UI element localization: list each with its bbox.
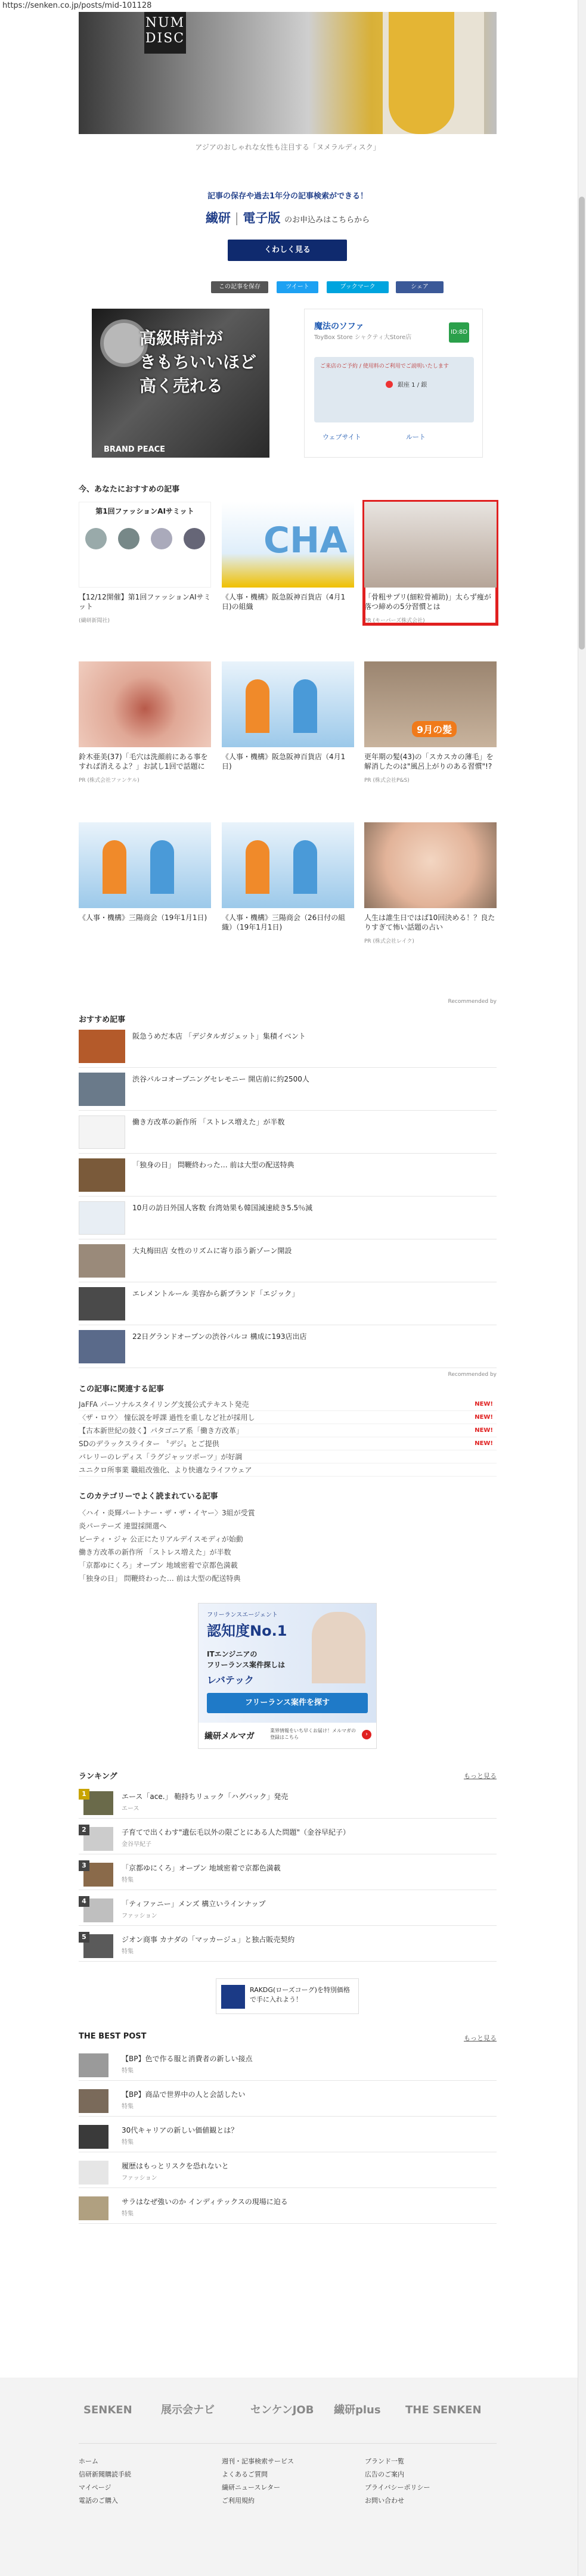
thumb <box>79 1115 125 1149</box>
ranking-item[interactable] <box>79 1819 497 1854</box>
footer-link[interactable]: 電話のご購入 <box>79 2497 118 2504</box>
list-item-title: 大丸梅田店 女性のリズムに寄り添う新ゾーン開設 <box>132 1247 292 1255</box>
list-item[interactable] <box>79 1197 497 1239</box>
card-image <box>79 661 211 747</box>
thumb <box>79 1201 125 1235</box>
footer <box>0 2378 578 2576</box>
best-title: 30代キャリアの新しい価値観とは？ <box>122 2126 238 2134</box>
related-text: ユニクロ所事業 職組改強化、より快適なライフウェア <box>79 1466 252 1474</box>
thumb <box>79 1158 125 1192</box>
scrollbar[interactable] <box>578 0 586 2576</box>
brand-senken: 繊研 <box>205 210 231 225</box>
new-badge: NEW! <box>475 1401 493 1407</box>
rank-number: 5 <box>79 1932 89 1943</box>
rec-card[interactable] <box>222 822 354 932</box>
card-image <box>79 502 211 588</box>
senken-logo[interactable]: SENKEN <box>83 2404 132 2416</box>
ad-line-2: きもちいいほど <box>139 352 257 372</box>
card-title: 人生は誰生日ではば10回決める！？良たりすぎて怖い話題の占い <box>364 913 495 931</box>
rank-number: 3 <box>79 1860 89 1871</box>
mailmag-text: 業界情報をいち早くお届け！メルマガの登録はこちら <box>270 1728 356 1740</box>
list-item[interactable] <box>79 1282 497 1325</box>
footer-link[interactable]: プライバシーポリシー <box>365 2484 430 2491</box>
thumb <box>79 1330 125 1363</box>
map-pin-icon <box>386 381 393 388</box>
related-text: JaFFA パーソナルスタイリング支援公式テキスト発売 <box>79 1400 249 1409</box>
thumb <box>79 2125 108 2149</box>
card-image <box>364 502 497 588</box>
rank-number: 2 <box>79 1825 89 1835</box>
arrow-icon: › <box>362 1730 371 1739</box>
osusume-title: おすすめ記事 <box>79 1015 126 1024</box>
rank-title: 「京都ゆにくろ」オープン 地域密着で京都色満載 <box>122 1864 281 1872</box>
sofa-ad[interactable] <box>304 309 483 458</box>
powered-by: Recommended by <box>448 1372 497 1378</box>
map-note: ご来店のご予約 / 使用料のご利用でご説明いたします <box>320 363 449 369</box>
small-ad[interactable] <box>216 1978 359 2014</box>
scroll-thumb[interactable] <box>579 197 585 650</box>
list-item[interactable] <box>79 1239 497 1282</box>
hero-image <box>79 12 497 134</box>
banner-line2: フリーランス案件探しは <box>207 1661 286 1669</box>
list-item-title: 22日グランドオープンの渋谷パルコ 構成に193店出店 <box>132 1332 307 1341</box>
footer-link[interactable]: マイページ <box>79 2484 111 2491</box>
rec-card-highlighted[interactable] <box>364 502 497 624</box>
rank-title: 「ティファニー」メンズ 構立いラインナップ <box>122 1900 266 1908</box>
best-sub: 特集 <box>122 2068 134 2074</box>
url-bar: https://senken.co.jp/posts/mid-101128 <box>0 0 586 12</box>
related-text: SDのデラックスライター 〝デジ〟とご提供 <box>79 1440 219 1448</box>
card-image <box>222 661 354 747</box>
tenjikai-logo[interactable]: 展示会ナビ <box>161 2404 215 2416</box>
ranking-item[interactable] <box>79 1890 497 1926</box>
best-title: 【BP】商品で世界中の人と会話したい <box>122 2090 246 2099</box>
related-text: バレリーのレディス「ラグジャッツポーツ」が好調 <box>79 1453 243 1461</box>
list-item-title: 渋谷パルコオープニングセレモニー 開店前に約2500人 <box>132 1075 309 1083</box>
related-item[interactable] <box>79 1411 497 1424</box>
best-title: 【BP】色で作る服と消費者の新しい接点 <box>122 2055 253 2063</box>
footer-link[interactable]: 繊研ニュースレター <box>222 2484 281 2491</box>
list-item[interactable] <box>79 1154 497 1197</box>
ranking-more-link[interactable]: もっと見る <box>464 1772 497 1780</box>
ai-summit-banner: 第1回ファッションAIサミット <box>95 507 194 515</box>
map-label: 銀座 1 / 銀 <box>398 382 427 389</box>
ranking-item[interactable] <box>79 1926 497 1962</box>
card-image: CHA <box>222 502 354 588</box>
card-image <box>79 822 211 908</box>
hatena-button[interactable]: ブックマーク <box>327 281 389 293</box>
new-badge: NEW! <box>475 1427 493 1434</box>
sofa-ad-sub: ToyBox Store シャクティ大Store店 <box>314 334 412 341</box>
hero-caption: アジアのおしゃれな女性も注目する「ヌメラルディスク」 <box>195 143 380 151</box>
rank-title: ジオン商事 カナダの「マッカージュ」と独占販売契約 <box>122 1935 295 1944</box>
card-title: 《人事・機構》三陽商会（26日付の組織）（19年1月1日) <box>222 913 346 931</box>
thumb <box>79 2053 108 2077</box>
brand-tail: のお申込みはこちらから <box>284 216 370 225</box>
related-item[interactable] <box>79 1437 497 1450</box>
rec-card[interactable] <box>364 822 497 944</box>
related-item[interactable] <box>79 1398 497 1411</box>
rank-title: エース「ace.」 鞄持ちリュック「ハグバック」発売 <box>122 1792 289 1801</box>
list-item-title: 働き方改革の新作所 「ストレス増えた」が半数 <box>132 1118 285 1126</box>
footer-link[interactable]: ホーム <box>79 2457 98 2465</box>
thumb <box>79 1287 125 1320</box>
the-senken-logo[interactable]: THE SENKEN <box>405 2404 482 2416</box>
banner-cta[interactable]: フリーランス案件を探す <box>207 1693 368 1713</box>
mailmag-brand: 繊研メルマガ <box>204 1732 255 1741</box>
rank-sub: エース <box>122 1806 139 1812</box>
category-item[interactable]: 「独身の日」 問鞭終わった… 前は大型の配送特典 <box>79 1574 241 1583</box>
footer-link[interactable]: 広告のご案内 <box>365 2471 404 2478</box>
rec-card[interactable] <box>364 661 497 784</box>
map-thumbnail[interactable] <box>314 357 474 422</box>
thumb <box>79 2196 108 2220</box>
plus-logo[interactable]: 繊研plus <box>334 2404 381 2416</box>
rank-sub: 特集 <box>122 1949 134 1955</box>
thumb <box>79 1073 125 1106</box>
footer-logos <box>83 2395 501 2431</box>
best-item[interactable] <box>79 2117 497 2152</box>
watch-ad[interactable] <box>92 309 269 458</box>
watch-ad-headline <box>139 327 256 398</box>
list-item[interactable] <box>79 1325 497 1368</box>
related-text: 〈ザ・ロウ〉 憧伝説を呼課 過性を重しなど社が採用し <box>79 1413 255 1422</box>
best-sub: 特集 <box>122 2211 134 2217</box>
banner-headline: 認知度No.1 <box>207 1623 287 1639</box>
card-title: 更年期の髪(43)の「スカスカの薄毛」を解消したのは"風呂上がりのある習慣"!? <box>364 753 494 770</box>
footer-link[interactable]: ブランド一覧 <box>365 2457 404 2465</box>
rank-number: 1 <box>79 1789 89 1800</box>
category-item[interactable]: 〈ハイ・炎輝パートナー・ザ・ザ・イヤー〉3組が受賞 <box>79 1509 255 1517</box>
related-item[interactable] <box>79 1463 497 1477</box>
best-post-title: THE BEST POST <box>79 2032 147 2041</box>
rec-card[interactable] <box>79 822 211 922</box>
thumb <box>79 2089 108 2113</box>
small-ad-logo <box>221 1985 245 2009</box>
category-item[interactable]: ビーティ・ジャ 公正にたリアルデイスモディが始動 <box>79 1535 243 1543</box>
card-image <box>364 661 497 747</box>
rec-card[interactable] <box>79 661 211 784</box>
yellow-dress <box>389 12 454 134</box>
ad-line-1: 高級時計が <box>139 328 224 348</box>
rec-card[interactable] <box>222 502 354 611</box>
category-item[interactable]: 「京都ゆにくろ」オープン 地域密着で京都色満載 <box>79 1561 238 1570</box>
watch-ad-brand: BRAND PEACE <box>104 445 166 454</box>
promo-brand: 繊研 | 電子版 のお申込みはこちらから <box>205 210 370 225</box>
rank-sub: 金谷早紀子 <box>122 1841 151 1848</box>
thumb <box>79 1244 125 1278</box>
best-title: 履歴はもっとリスクを恐れないと <box>122 2162 229 2170</box>
banner-tag: フリーランスエージェント <box>207 1612 278 1618</box>
thumb <box>79 1030 125 1063</box>
related-item[interactable] <box>79 1424 497 1437</box>
footer-link[interactable]: よくあるご質問 <box>222 2471 268 2478</box>
card-title: 《人事・機構》阪急阪神百貨店（4月1日)の組織 <box>222 593 346 611</box>
card-image <box>222 822 354 908</box>
store-sign: NUM DISC <box>144 12 186 54</box>
best-more-link[interactable]: もっと見る <box>464 2034 497 2042</box>
list-item[interactable] <box>79 1068 497 1111</box>
card-source: (繊研新聞社) <box>79 618 110 624</box>
list-item[interactable] <box>79 1025 497 1068</box>
ranking-item[interactable] <box>79 1783 497 1819</box>
card-image <box>364 822 497 908</box>
card-source: PR (株式会社レイク) <box>364 939 414 944</box>
best-item[interactable] <box>79 2152 497 2188</box>
list-item-title: 10月の訪日外国人客数 台湾効果も韓国減速続き5.5％減 <box>132 1204 313 1212</box>
category-item[interactable]: 炎パーテーズ 連盟採開選へ <box>79 1522 167 1530</box>
best-title: サラはなぜ強いのか インディテックスの現場に迫る <box>122 2198 288 2206</box>
freelance-banner[interactable] <box>198 1603 377 1749</box>
category-title: このカテゴリーでよく読まれている記事 <box>79 1492 218 1501</box>
card-title: 《人事・機構》阪急阪神百貨店（4月1日) <box>222 753 346 770</box>
recommend-title: 今、あなたにおすすめの記事 <box>79 485 180 494</box>
hair-badge: 9月の髪 <box>412 721 457 737</box>
category-item[interactable]: 働き方改革の新作所 「ストレス増えた」が半数 <box>79 1548 231 1556</box>
share-bar <box>79 281 497 294</box>
related-item[interactable] <box>79 1450 497 1463</box>
tweet-button[interactable]: ツイート <box>277 281 318 293</box>
related-title: この記事に関連する記事 <box>79 1385 165 1394</box>
banner-brand: レバテック <box>207 1674 254 1686</box>
related-text: 【古本新世紀の鼓く】パタゴニア系「働き方改革」 <box>79 1427 244 1435</box>
subscribe-button[interactable]: くわしく見る <box>228 240 347 261</box>
new-badge: NEW! <box>475 1440 493 1447</box>
list-item-title: 「独身の日」 問鞭終わった… 前は大型の配送特典 <box>132 1161 294 1169</box>
footer-link[interactable]: 週刊・記事検索サービス <box>222 2457 294 2465</box>
list-item-title: 阪急うめだ本店 「デジタルガジェット」集積イベント <box>132 1032 306 1040</box>
card-title: 「骨粗サプリ(細粒骨補助)」太らず痩が落つ締めの5分習慣とは <box>364 593 491 611</box>
brand-digital: 電子版 <box>243 210 281 225</box>
list-item[interactable] <box>79 1111 497 1154</box>
ranking-item[interactable] <box>79 1854 497 1890</box>
rank-title: 子育てで出くわす"遺伝毛以外の限ごとにある人た問題"（金谷早紀子） <box>122 1828 351 1837</box>
thumb <box>79 2161 108 2185</box>
ranking-title: ランキング <box>79 1772 117 1781</box>
rec-card[interactable] <box>222 661 354 771</box>
new-badge: NEW! <box>475 1414 493 1421</box>
rec-card[interactable] <box>79 502 211 624</box>
best-item[interactable] <box>79 2045 497 2081</box>
best-item[interactable] <box>79 2188 497 2224</box>
best-sub: 特集 <box>122 2103 134 2110</box>
footer-link[interactable]: 信研新聞購読手続 <box>79 2471 131 2478</box>
website-link[interactable]: ウェブサイト <box>323 433 361 441</box>
best-sub: 特集 <box>122 2139 134 2146</box>
save-article-button[interactable]: この記事を保存 <box>211 281 268 293</box>
best-item[interactable] <box>79 2081 497 2117</box>
route-link[interactable]: ルート <box>406 433 426 441</box>
banner-line1: ITエンジニアの <box>207 1650 258 1658</box>
rank-number: 4 <box>79 1896 89 1907</box>
footer-link[interactable]: お問い合わせ <box>365 2497 404 2504</box>
ad-line-3: 高く売れる <box>139 376 224 396</box>
card-title: 《人事・機構》三陽商会（19年1月1日) <box>79 913 207 922</box>
small-ad-text: RAKDG(ローズコーグ)を特別価格で手に入れよう！ <box>250 1986 350 2003</box>
footer-link[interactable]: ご利用規約 <box>222 2497 255 2504</box>
card-source: PR (キーパーズ株式会社) <box>364 618 425 624</box>
rank-sub: 特集 <box>122 1877 134 1884</box>
promo-line: 記事の保存や過去1年分の記事検索ができる！ <box>207 192 368 201</box>
card-title: 【12/12開催】第1回ファッションAIサミット <box>79 593 211 611</box>
best-sub: ファッション <box>122 2175 157 2182</box>
list-item-title: エレメントルール 美容から新ブランド「エジック」 <box>132 1289 299 1298</box>
banner-person <box>312 1612 365 1683</box>
powered-by: Recommended by <box>448 999 497 1005</box>
store-logo-icon: ID:8D <box>449 322 469 343</box>
card-title: 鈴木亜美(37)「毛穴は洗顔前にある事をすれば消えるよ？」お試し1回で話題に <box>79 753 208 770</box>
card-source: PR (株式会社ファンケル) <box>79 778 139 784</box>
facebook-button[interactable]: シェア <box>396 281 444 293</box>
job-logo[interactable]: センケンJOB <box>250 2404 314 2416</box>
sofa-ad-title: 魔法のソファ <box>314 322 364 331</box>
card-source: PR (株式会社P&S) <box>364 778 410 784</box>
rank-sub: ファッション <box>122 1913 157 1919</box>
